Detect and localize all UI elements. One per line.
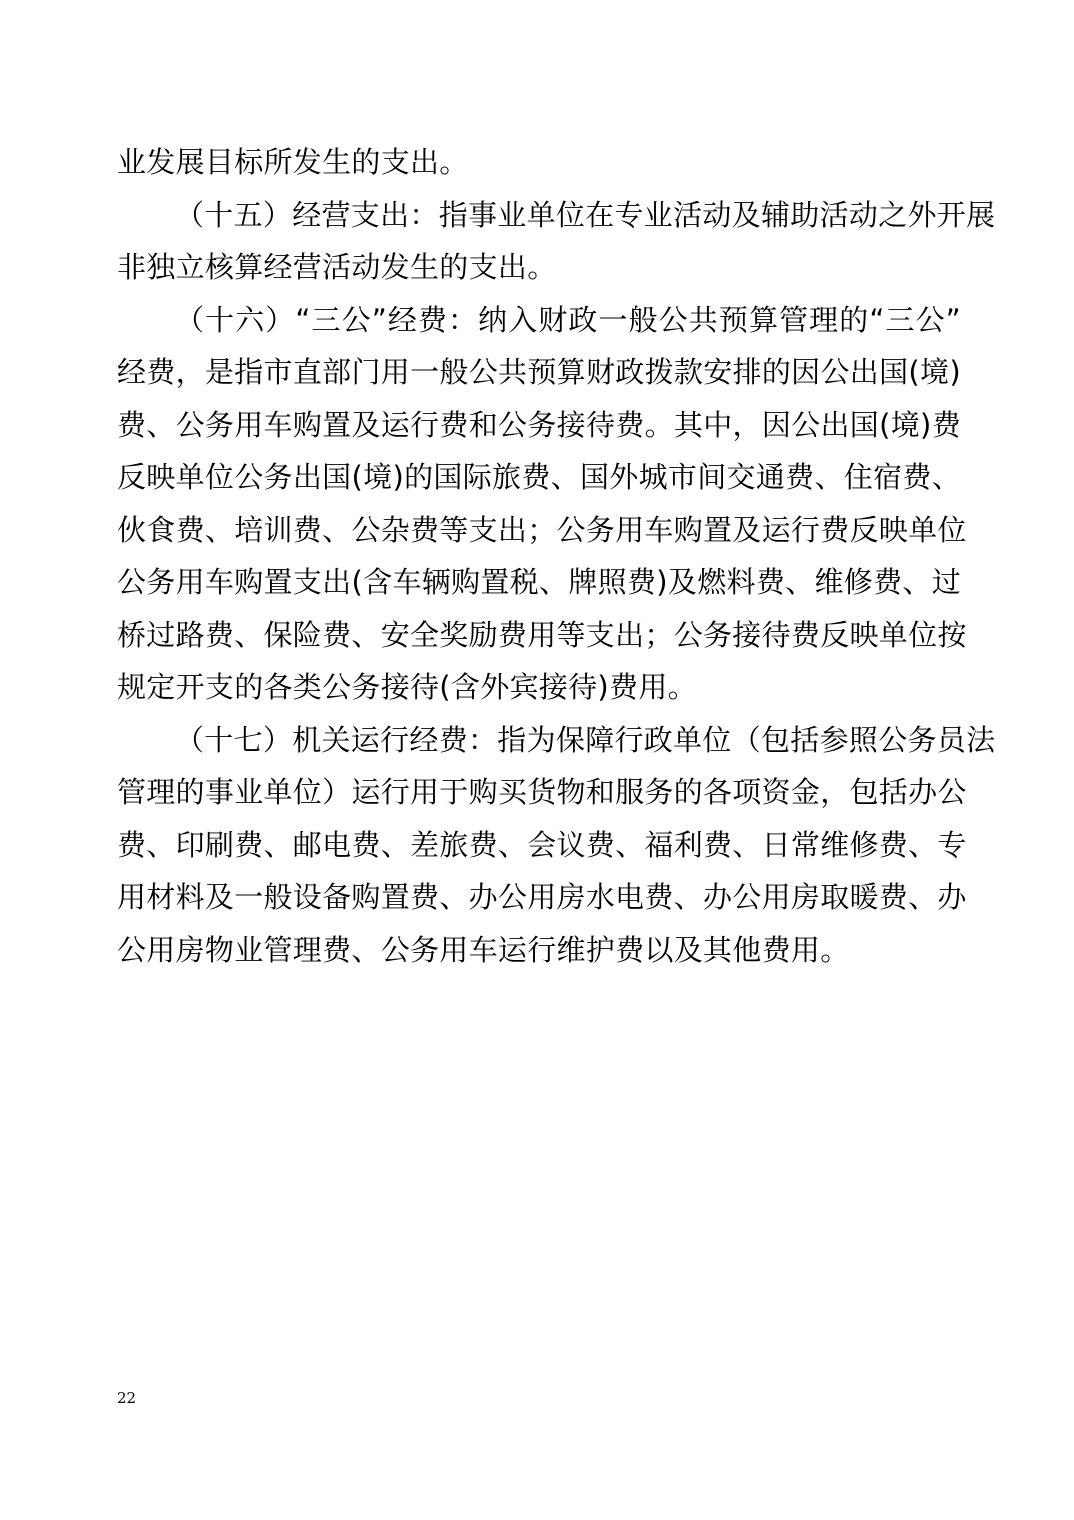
text-line: 用材料及一般设备购置费、办公用房水电费、办公用房取暖费、办 — [117, 880, 967, 914]
text-line: （十五）经营支出：指事业单位在专业活动及辅助活动之外开展 — [175, 197, 996, 232]
text-line: 费、公务用车购置及运行费和公务接待费。其中，因公出国(境)费 — [117, 407, 961, 442]
text-line: 非独立核算经营活动发生的支出。 — [117, 250, 557, 284]
text-line: 反映单位公务出国(境)的国际旅费、国外城市间交通费、住宿费、 — [117, 460, 961, 494]
text-line: 费、印刷费、邮电费、差旅费、会议费、福利费、日常维修费、专 — [117, 827, 967, 862]
page-number: 22 — [117, 1389, 137, 1407]
text-line: 桥过路费、保险费、安全奖励费用等支出；公务接待费反映单位按 — [117, 617, 967, 652]
text-line: （十七）机关运行经费：指为保障行政单位（包括参照公务员法 — [175, 722, 996, 757]
text-line: 伙食费、培训费、公杂费等支出；公务用车购置及运行费反映单位 — [117, 512, 967, 547]
text-line: 公务用车购置支出(含车辆购置税、牌照费)及燃料费、维修费、过 — [117, 565, 961, 599]
text-line: （十六）“三公”经费：纳入财政一般公共预算管理的“三公” — [175, 302, 961, 337]
text-line: 业发展目标所发生的支出。 — [117, 145, 469, 179]
text-line: 管理的事业单位）运行用于购买货物和服务的各项资金，包括办公 — [117, 775, 967, 809]
text-line: 经费，是指市直部门用一般公共预算财政拨款安排的因公出国(境) — [117, 355, 961, 389]
text-line: 规定开支的各类公务接待(含外宾接待)费用。 — [117, 670, 697, 704]
text-line: 公用房物业管理费、公务用车运行维护费以及其他费用。 — [117, 932, 850, 967]
body-text — [117, 136, 996, 976]
